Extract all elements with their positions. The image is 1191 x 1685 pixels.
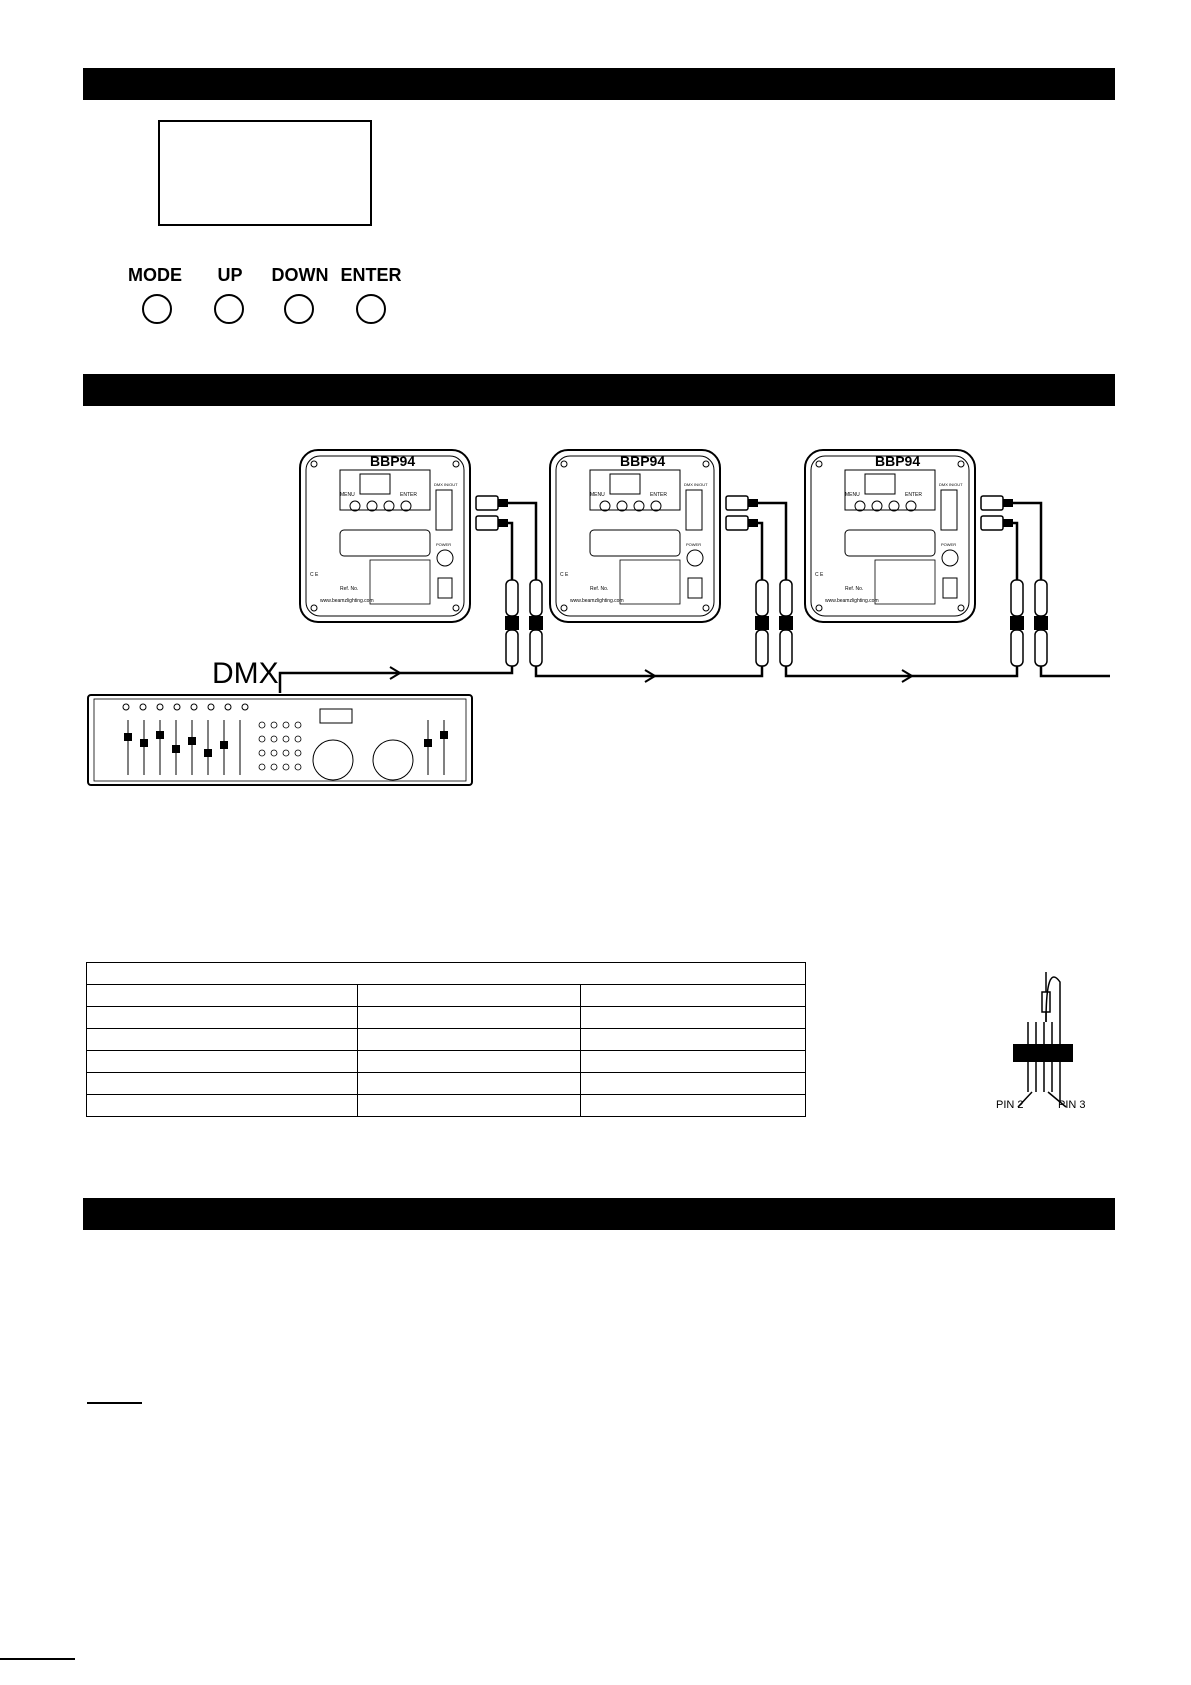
fixture-1-model: BBP94 (370, 453, 416, 469)
mode-button[interactable] (142, 294, 172, 324)
table-row (87, 1051, 806, 1073)
table-cell (581, 1073, 806, 1095)
table-cell (87, 1051, 358, 1073)
underline-mark (87, 1402, 142, 1404)
table-cell (87, 1095, 358, 1117)
fixture-1 (300, 450, 470, 622)
down-button-label: DOWN (271, 265, 329, 285)
dmx-controller (88, 695, 472, 785)
fixture-1-menu-label: MENU (340, 492, 355, 498)
fixture-3-model: BBP94 (875, 453, 921, 469)
pin-2-label: PIN 2 (996, 1099, 1024, 1111)
fixture-2-enter-label: ENTER (650, 492, 667, 498)
up-button[interactable] (214, 294, 244, 324)
table-cell (581, 1007, 806, 1029)
pin-3-label: PIN 3 (1058, 1099, 1086, 1111)
table-cell (358, 985, 581, 1007)
section-header-bar-3 (83, 1198, 1115, 1230)
down-button[interactable] (284, 294, 314, 324)
up-button-label: UP (217, 265, 243, 285)
table-row (87, 1095, 806, 1117)
lcd-display (158, 120, 372, 226)
fixture-3-power-label: POWER (941, 542, 957, 547)
fixture-3-dmx-port-label: DMX IN/OUT (939, 482, 963, 487)
dmx-connection-diagram: C E www.beamzlighting.com Ref. No. BBP94 MENU ENTER DMX IN/OUT POWER BBP94 MENU ENTER DMX IN/OUT POWER BBP94 MENU ENTER DMX IN/OUT POWER DMX (80, 440, 1120, 840)
table-cell (87, 963, 806, 985)
table-cell (358, 1051, 581, 1073)
fixture-2-power-label: POWER (686, 542, 702, 547)
table-cell (581, 1029, 806, 1051)
fixture-3 (805, 450, 975, 622)
fixture-3-menu-label: MENU (845, 492, 860, 498)
fixture-1-dmx-port-label: DMX IN/OUT (434, 482, 458, 487)
table-cell (358, 1073, 581, 1095)
dmx-label: DMX (212, 657, 279, 690)
fixture-1-enter-label: ENTER (400, 492, 417, 498)
enter-button[interactable] (356, 294, 386, 324)
fixture-2-dmx-port-label: DMX IN/OUT (684, 482, 708, 487)
xlr-terminator-illustration (988, 962, 1098, 1112)
table-row (87, 1029, 806, 1051)
table-row (87, 1073, 806, 1095)
fixture-2-model: BBP94 (620, 453, 666, 469)
fixture-2 (550, 450, 720, 622)
section-header-bar-1 (83, 68, 1115, 100)
mode-button-label: MODE (128, 265, 182, 285)
table-cell (87, 1073, 358, 1095)
table-cell (87, 985, 358, 1007)
fixture-1-power-label: POWER (436, 542, 452, 547)
table-cell (358, 1095, 581, 1117)
table-row (87, 985, 806, 1007)
dmx-table (86, 962, 806, 1117)
signal-direction-arrows (390, 667, 912, 682)
table-row (87, 963, 806, 985)
table-cell (581, 1095, 806, 1117)
table-cell (87, 1029, 358, 1051)
fixture-2-menu-label: MENU (590, 492, 605, 498)
table-row (87, 1007, 806, 1029)
section-header-bar-2 (83, 374, 1115, 406)
table-cell (581, 1051, 806, 1073)
enter-button-label: ENTER (340, 265, 402, 285)
fixture-3-enter-label: ENTER (905, 492, 922, 498)
table-cell (581, 985, 806, 1007)
table-cell (358, 1029, 581, 1051)
table-cell (358, 1007, 581, 1029)
table-cell (87, 1007, 358, 1029)
footer-line (0, 1658, 75, 1660)
